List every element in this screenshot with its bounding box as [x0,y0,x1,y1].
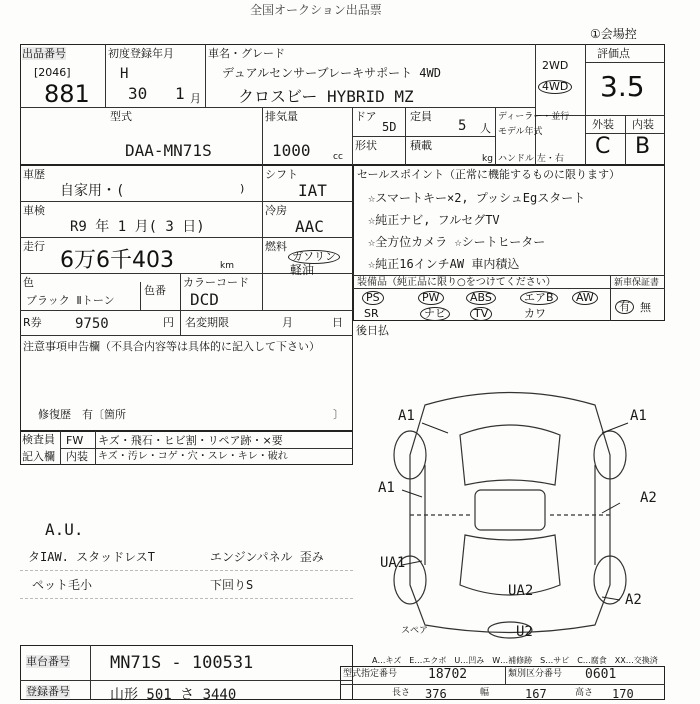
note-line4: 下回りS [210,578,254,592]
new-car-warranty-label: 新車保証書 [614,278,660,288]
fuel-gasoline: ガソリン [288,250,340,264]
shift-label: シフト [265,168,298,181]
repair-history-close: 〕 [333,408,344,421]
equip-tv: TV [470,307,492,321]
interior-grade: B [635,134,651,159]
registration-month: 1 [175,84,185,103]
history-label: 車歴 [23,168,45,181]
repair-history-label: 修復歴 有〔箇所 [38,408,126,421]
model-year-label: モデル年式 [498,127,543,137]
chassis-label: 車台番号 [26,655,70,668]
model-value: DAA-MN71S [125,141,212,160]
sales-point-3: ☆全方位カメラ ☆シートヒーター [368,235,546,249]
damage-mark-7: A2 [625,592,642,608]
note-line3: ペット毛小 [32,578,93,592]
ac-value: AAC [295,217,324,236]
equip-navi: ナビ [420,307,450,321]
registration-year: 30 [128,84,148,103]
height-label: 高さ [575,688,594,698]
width-value: 167 [525,687,547,701]
exterior-label: 外装 [592,118,614,131]
sales-point-2: ☆純正ナビ, フルセグTV [368,213,500,227]
sales-point-4: ☆純正16インチAW 車内積込 [368,257,520,271]
inspector-row1: キズ・飛石・ヒビ割・リペア跡・×要 [98,434,283,447]
inspector-row2-label: 内装 [66,450,88,463]
damage-mark-3: A1 [378,480,395,496]
shift-value: IAT [298,181,327,200]
note-line2: エンジンパネル 歪み [210,550,324,564]
vehicle-name-line2: クロスビー HYBRID MZ [238,87,414,106]
ac-label: 冷房 [265,204,287,217]
chassis-value: MN71S - 100531 [110,653,254,673]
car-damage-diagram [380,385,640,640]
registration-label: 初度登録年月 [108,47,174,60]
class-number-label: 類別区分番号 [508,669,563,679]
load-unit: kg [482,154,493,164]
doors-value: 5D [382,120,397,134]
color-value: ブラック Ⅱトーン [26,294,115,307]
recycle-value: 9750 [75,316,109,332]
fuel-label: 燃料 [265,240,287,253]
grade-value: 3.5 [600,70,645,103]
damage-mark-5: UA1 [380,555,406,571]
model-label: 型式 [110,110,132,123]
equip-airbag: エアB [520,291,558,305]
length-value: 376 [425,687,447,701]
registration-era: H [120,66,129,82]
equipment-row-2 [358,307,608,321]
fuel-diesel: 軽油 [290,263,315,277]
recycle-label: R券 [23,316,42,329]
spare-label: スペア [401,626,429,636]
damage-mark-4: A2 [640,490,657,506]
drive-2wd: 2WD [542,59,569,72]
vehicle-name-label: 車名・グレード [208,47,285,60]
mileage-unit: km [220,261,234,271]
plate-value: 山形 501 さ 3440 [110,687,237,703]
note-au: A.U. [45,520,84,539]
displacement-value: 1000 [272,141,311,160]
color-label: 色 [23,276,34,289]
damage-mark-2: A1 [630,408,647,424]
length-label: 長さ [392,688,411,698]
history-value: 自家用・( [60,183,125,199]
rear-seat-label: 後日払 [356,324,389,337]
color-code-label: カラーコード [183,276,249,289]
inspector-row1-label: FW [66,434,84,447]
dealer-label: ディーラー・並行 [498,112,570,122]
name-change-label: 名変期限 [185,316,229,329]
inspector-label-1: 検査員 [22,433,55,446]
recycle-unit: 円 [163,316,174,329]
width-label: 幅 [480,688,490,698]
inspector-row2: キズ・汚レ・コゲ・穴・スレ・キレ・破れ [98,451,288,462]
damage-mark-6: UA2 [508,583,534,599]
equip-sr: SR [364,307,379,320]
lot-number: 881 [44,80,90,108]
equip-ps: PS [362,291,384,305]
vehicle-name-line1: デュアルセンサーブレーキサポート 4WD [222,66,441,80]
class-number-value: 0601 [585,667,617,682]
model-designation-value: 18702 [428,667,468,682]
form-title: 全国オークション出品票 [250,3,382,17]
lot-number-label: 出品番号 [22,47,66,60]
history-close: ) [240,182,245,195]
drive-4wd: 4WD [538,80,572,94]
registration-month-unit: 月 [190,92,201,105]
notes-label: 注意事項申告欄（不具合内容等は具体的に記入して下さい） [23,340,320,353]
load-label: 積載 [410,139,432,152]
equipment-label: 装備品（純正品に限り○をつけてください） [357,277,556,288]
copy-label: ①会場控 [590,27,637,41]
handle-label: ハンドル 左・右 [498,154,564,164]
interior-label: 内装 [632,118,654,131]
equipment-row-1 [358,291,608,305]
color-number-label: 色番 [144,284,166,297]
damage-mark-1: A1 [398,408,415,424]
capacity-label: 定員 [410,110,432,123]
mileage-label: 走行 [23,240,45,253]
note-line1: タIAW. スタッドレスT [28,550,155,564]
warranty-yes: 有 [615,300,634,314]
displacement-label: 排気量 [265,110,298,123]
sales-point-1: ☆スマートキー×2, プッシュEgスタート [368,191,586,205]
height-value: 170 [612,687,634,701]
capacity-value: 5 [458,118,467,134]
exterior-grade: C [595,134,611,159]
inspector-label-2: 記入欄 [22,450,55,463]
capacity-unit: 人 [480,122,491,135]
name-change-month: 月 [282,316,293,329]
equip-aw: AW [572,291,598,305]
lot-sub-number: [2046] [34,66,71,79]
mileage-value: 6万6千403 [60,248,174,273]
warranty-no-label: 無 [640,301,651,314]
inspection-label: 車検 [23,204,45,217]
doors-label: ドア [355,110,377,123]
color-code: DCD [190,290,219,309]
grade-label: 評価点 [597,47,630,60]
name-change-day: 日 [332,316,343,329]
inspection-value: R9 年 1 月( 3 日) [70,219,205,235]
plate-label: 登録番号 [26,685,70,698]
equip-pw: PW [418,291,444,305]
equip-leather: カワ [524,307,546,320]
displacement-unit: cc [333,152,343,162]
damage-legend: A…キズ E…エクボ U…凹み W…補修跡 S…サビ C…腐食 XX…交換済 [372,656,658,665]
equip-abs: ABS [466,291,496,305]
sales-points-label: セールスポイント（正常に機能するものに限ります） [357,168,621,181]
model-designation-label: 型式指定番号 [343,669,398,679]
damage-mark-8: U2 [516,624,533,640]
shape-label: 形状 [355,139,377,152]
